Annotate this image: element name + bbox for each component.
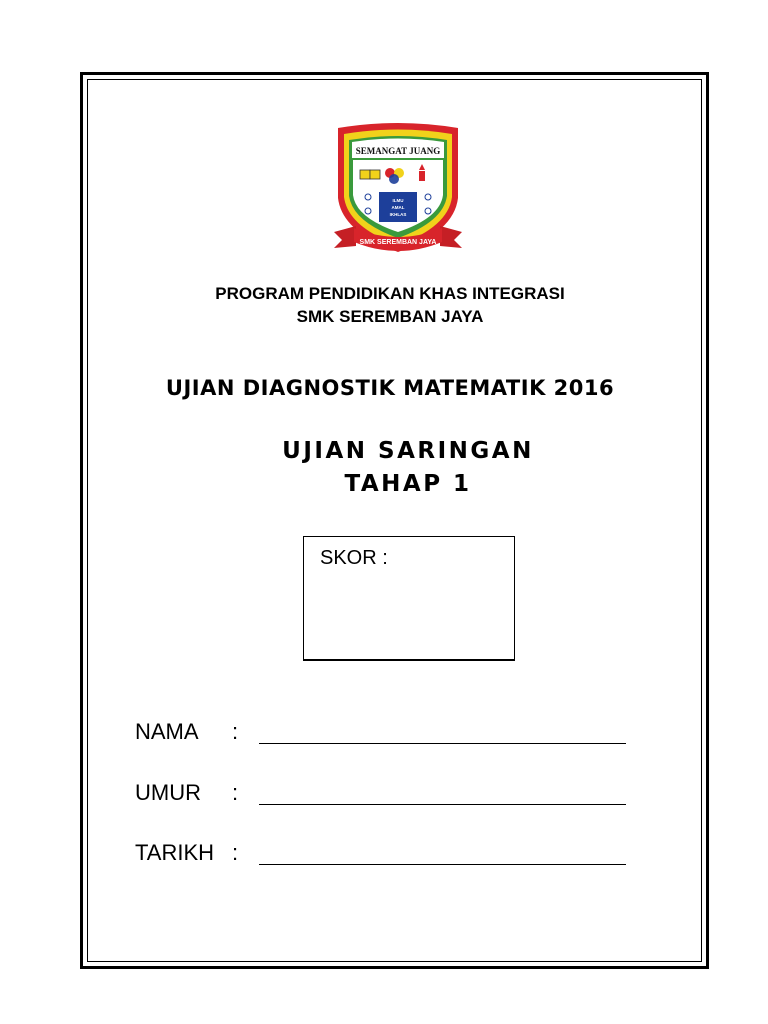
date-field[interactable] [135,840,635,870]
program-title-line1: PROGRAM PENDIDIKAN KHAS INTEGRASI [215,284,565,303]
date-field-label: TARIKH [135,840,215,865]
score-label: SKOR : [320,547,388,569]
school-crest-logo [330,120,466,260]
crest-ribbon-text: SMK SEREMBAN JAYA [359,239,437,246]
crest-motto: SEMANGAT JUANG [355,146,441,156]
name-input-line[interactable] [259,743,626,744]
age-field-label: UMUR [135,780,201,805]
name-field-colon: : [232,719,239,744]
book-icon [360,170,380,179]
age-field-colon: : [232,780,239,805]
name-field[interactable] [135,719,635,749]
crest-panel-text-2: AMAL [391,205,405,210]
test-level: TAHAP 1 [344,471,472,497]
date-input-line[interactable] [259,864,626,865]
program-title-line2: SMK SEREMBAN JAYA [296,307,484,326]
exam-title: UJIAN DIAGNOSTIK MATEMATIK 2016 [165,376,615,400]
age-field[interactable] [135,780,635,810]
age-input-line[interactable] [259,804,626,805]
crest-panel-text-1: ILMU [392,198,404,203]
name-field-label: NAMA [135,719,199,744]
test-name: UJIAN SARINGAN [282,438,534,464]
score-box[interactable] [303,536,515,661]
crest-panel-text-3: IKHLAS [389,212,407,217]
date-field-colon: : [232,840,239,865]
